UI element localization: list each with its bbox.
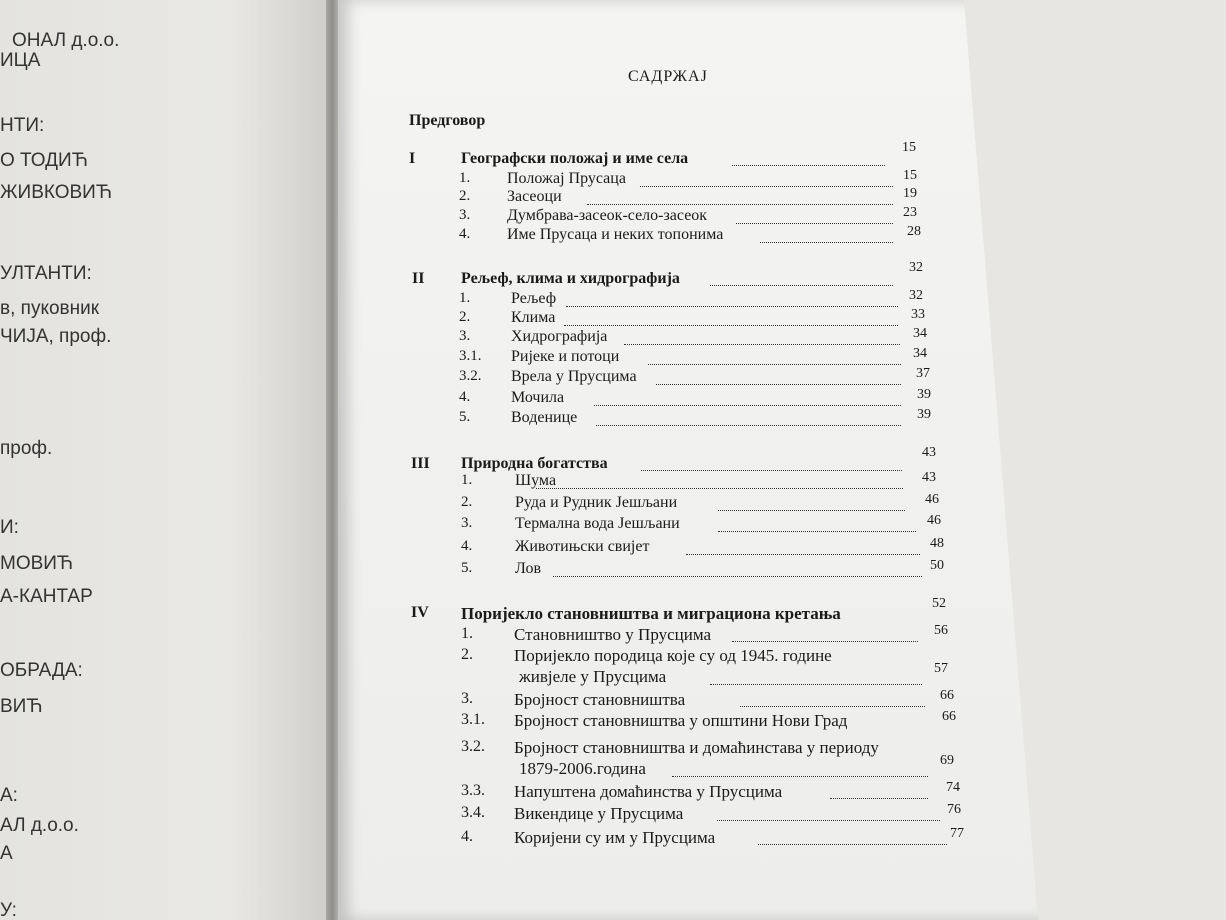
toc-item-number: 2. <box>459 188 471 204</box>
left-page-line: НТИ: <box>0 115 45 136</box>
dot-leader <box>740 706 925 707</box>
left-page-line: О ТОДИЋ <box>0 150 88 171</box>
toc-item-page-number: 43 <box>922 470 936 485</box>
dot-leader <box>536 488 903 489</box>
toc-item-label: Руда и Рудник Јешљани <box>515 494 678 511</box>
dot-leader <box>710 285 893 286</box>
dot-leader <box>760 242 893 243</box>
toc-item-number: 3. <box>459 328 471 344</box>
toc-item-number: 3.1. <box>461 711 485 728</box>
toc-item-number: 3. <box>461 690 473 707</box>
left-page-line: А-КАНТАР <box>0 586 93 607</box>
toc-item-label: Ријеке и потоци <box>511 348 620 365</box>
toc-item-label: Термална вода Јешљани <box>515 515 680 532</box>
toc-item-page-number: 76 <box>947 802 961 817</box>
dot-leader <box>732 165 885 166</box>
section-roman-numeral: II <box>412 270 425 287</box>
dot-leader <box>710 684 922 685</box>
toc-item-number: 3. <box>461 515 473 531</box>
toc-item-number: 3.2. <box>459 368 482 384</box>
dot-leader <box>830 798 928 799</box>
section-roman-numeral: IV <box>411 604 429 621</box>
toc-item-number: 3.2. <box>461 738 485 755</box>
toc-item-label: Мочила <box>511 389 565 406</box>
left-page-line: А <box>0 843 13 864</box>
section-title: Поријекло становништва и миграциона кретања <box>461 604 841 623</box>
toc-item-number: 5. <box>461 560 473 576</box>
dot-leader <box>732 641 918 642</box>
left-page-line: ОБРАДА: <box>0 660 83 681</box>
dot-leader <box>641 470 902 471</box>
toc-item-label: Хидрографија <box>511 328 608 345</box>
toc-item-number: 4. <box>461 828 473 845</box>
toc-item-page-number: 28 <box>907 224 921 239</box>
toc-preface: Предговор <box>409 112 486 129</box>
toc-item-label: Бројност становништва и домаћинстава у периоду <box>514 738 879 757</box>
toc-item-page-number: 50 <box>930 558 944 573</box>
left-page-line: в, пуковник <box>0 298 100 319</box>
dot-leader <box>564 325 898 326</box>
toc-item-page-number: 74 <box>946 780 960 795</box>
toc-item-number: 3. <box>459 207 471 223</box>
toc-item-number: 1. <box>461 625 473 642</box>
toc-item-label: Врела у Прусцима <box>511 368 637 385</box>
toc-item-page-number: 19 <box>903 186 917 201</box>
section-title: Природна богатства <box>461 455 608 472</box>
dot-leader <box>624 344 900 345</box>
toc-item-number: 4. <box>461 538 473 554</box>
left-page-line: УЛТАНТИ: <box>0 263 92 284</box>
left-page-line: ИЦА <box>0 50 41 71</box>
toc-item-page-number: 37 <box>916 366 930 381</box>
left-page-line: МОВИЋ <box>0 553 74 574</box>
dot-leader <box>718 531 916 532</box>
toc-item-number: 5. <box>459 409 471 425</box>
left-page-line: И: <box>0 517 19 538</box>
toc-item-page-number: 46 <box>925 492 939 507</box>
toc-item-label: Клима <box>511 309 556 326</box>
toc-item-page-number: 39 <box>917 387 931 402</box>
dot-leader <box>640 186 893 187</box>
toc-item-number: 2. <box>461 646 473 663</box>
dot-leader <box>656 384 901 385</box>
toc-item-page-number: 69 <box>940 753 954 768</box>
toc-item-label: Поријекло породица које су од 1945. године <box>514 646 832 665</box>
toc-item-page-number: 15 <box>903 168 917 183</box>
toc-item-page-number: 23 <box>903 205 917 220</box>
toc-item-label: Рељеф <box>511 290 557 307</box>
toc-item-page-number: 34 <box>913 346 927 361</box>
toc-item-label: Име Прусаца и неких топонима <box>507 226 724 243</box>
toc-item-label: Засеоци <box>507 188 562 205</box>
toc-item-label: Лов <box>515 560 542 577</box>
dot-leader <box>736 223 893 224</box>
toc-item-label: Викендице у Прусцима <box>514 804 684 823</box>
section-title: Рељеф, клима и хидрографија <box>461 270 680 287</box>
toc-item-page-number: 39 <box>917 407 931 422</box>
toc-item-label: Становништво у Прусцима <box>514 625 712 644</box>
toc-item-label: Шума <box>515 472 557 489</box>
toc-item-number: 3.4. <box>461 804 485 821</box>
dot-leader <box>672 776 928 777</box>
left-page-line: У: <box>0 900 17 920</box>
dot-leader <box>686 554 920 555</box>
dot-leader <box>648 364 901 365</box>
toc-item-number: 2. <box>461 494 473 510</box>
left-page-line: АЛ д.о.о. <box>0 815 79 836</box>
dot-leader <box>596 425 901 426</box>
left-page-line: ОНАЛ д.о.о. <box>12 30 120 51</box>
left-page-line: ЖИВКОВИЋ <box>0 182 113 203</box>
toc-title: САДРЖАЈ <box>628 68 708 85</box>
toc-item-page-number: 33 <box>911 307 925 322</box>
toc-item-page-number: 32 <box>909 288 923 303</box>
toc-item-page-number: 48 <box>930 536 944 551</box>
toc-item-number: 4. <box>459 226 471 242</box>
section-title: Географски положај и име села <box>461 150 689 167</box>
left-page-line: А: <box>0 785 18 806</box>
section-page-number: 52 <box>932 596 946 611</box>
toc-item-label: Бројност становништва <box>514 690 686 709</box>
dot-leader <box>717 820 940 821</box>
toc-item-page-number: 66 <box>940 688 954 703</box>
section-page-number: 43 <box>922 445 936 460</box>
dot-leader <box>587 204 893 205</box>
toc-item-label: Коријени су им у Прусцима <box>514 828 716 847</box>
toc-item-number: 3.3. <box>461 782 485 799</box>
dot-leader <box>758 844 947 845</box>
dot-leader <box>566 306 898 307</box>
toc-item-page-number: 56 <box>934 623 948 638</box>
toc-item-page-number: 57 <box>934 661 948 676</box>
toc-item-page-number: 34 <box>913 326 927 341</box>
section-roman-numeral: III <box>411 455 430 472</box>
toc-item-number: 1. <box>459 170 471 186</box>
toc-item-label: Животињски свијет <box>515 538 650 555</box>
toc-item-page-number: 46 <box>927 513 941 528</box>
toc-item-number: 2. <box>459 309 471 325</box>
toc-item-number: 1. <box>461 472 473 488</box>
toc-item-number: 1. <box>459 290 471 306</box>
toc-item-number: 4. <box>459 389 471 405</box>
dot-leader <box>718 510 905 511</box>
toc-item-label-continued: живјеле у Прусцима <box>519 667 667 686</box>
toc-item-label: Воденице <box>511 409 578 426</box>
toc-item-label-continued: 1879-2006.година <box>519 759 646 778</box>
toc-item-label: Положај Прусаца <box>507 170 626 187</box>
toc-item-page-number: 66 <box>942 709 956 724</box>
dot-leader <box>594 405 901 406</box>
section-roman-numeral: I <box>409 150 416 167</box>
section-page-number: 32 <box>909 260 923 275</box>
toc-item-label: Напуштена домаћинства у Прусцима <box>514 782 783 801</box>
section-page-number: 15 <box>902 140 916 155</box>
toc-item-number: 3.1. <box>459 348 482 364</box>
left-page-line: ЧИЈА, проф. <box>0 326 112 347</box>
left-page-line: ВИЋ <box>0 696 43 717</box>
toc-item-label: Бројност становништва у општини Нови Град <box>514 711 848 730</box>
toc-item-page-number: 77 <box>950 826 964 841</box>
toc-item-label: Думбрава-засеок-село-засеок <box>507 207 708 224</box>
dot-leader <box>553 576 922 577</box>
left-page-line: проф. <box>0 438 53 459</box>
